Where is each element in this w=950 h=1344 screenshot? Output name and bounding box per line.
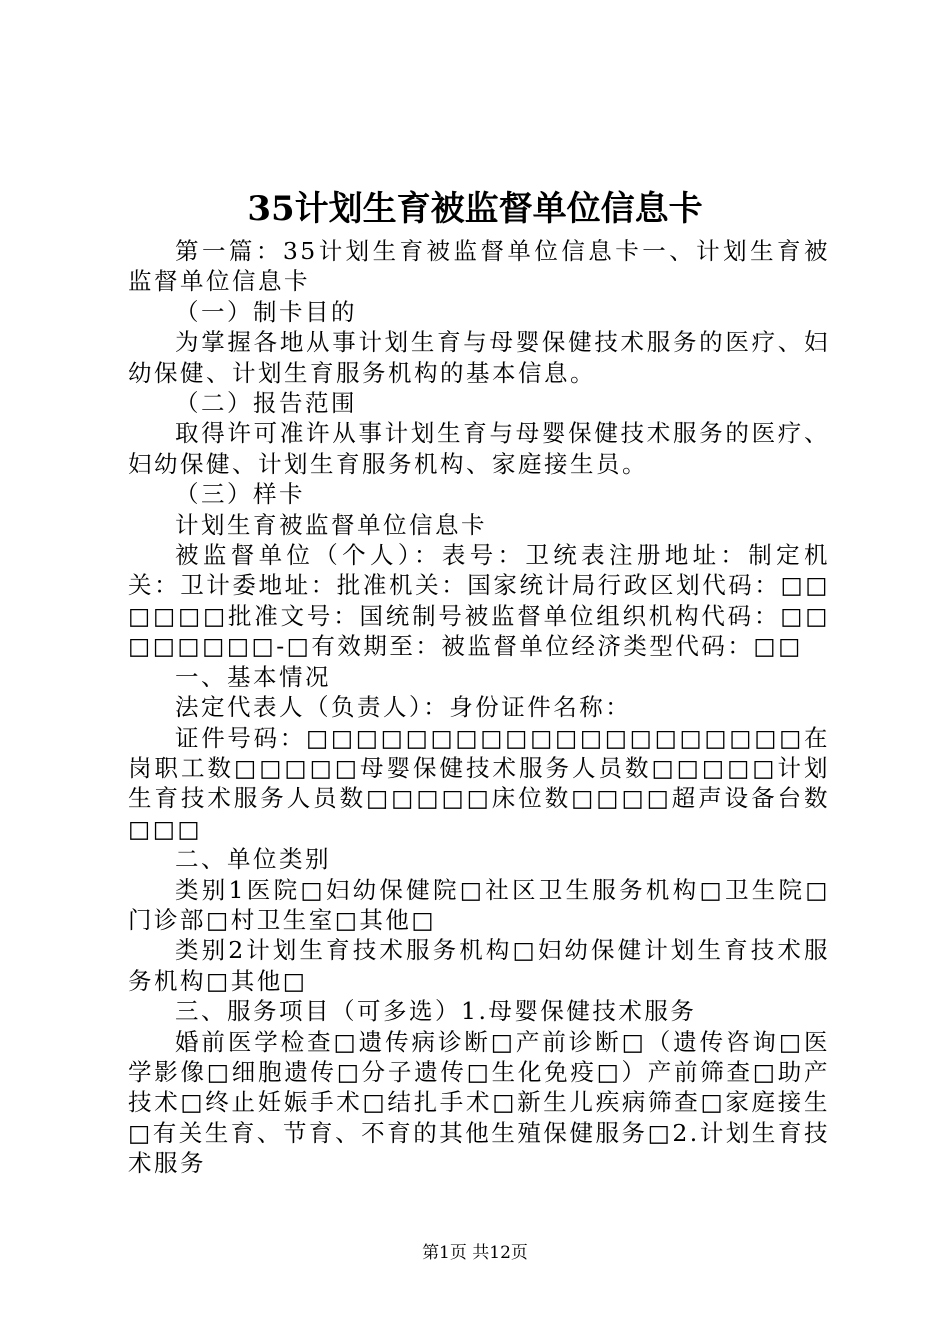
paragraph-card-header: 被监督单位（个人）：表号：卫统表注册地址：制定机关：卫计委地址：批准机关：国家统计局行政区划代码：□□□□□□批准文号：国统制号被监督单位组织机构代码：□□□□□□□□-□有效期至：被监督单位经济类型代码：□□ (128, 541, 830, 661)
card-title: 计划生育被监督单位信息卡 (175, 510, 487, 539)
document-body (128, 236, 830, 1179)
paragraph-legal-rep: 法定代表人（负责人）：身份证件名称： (175, 693, 632, 722)
heading-service-items: 三、服务项目（可多选）1.母婴保健技术服务 (175, 997, 697, 1026)
paragraph-purpose: 为掌握各地从事计划生育与母婴保健技术服务的医疗、妇幼保健、计划生育服务机构的基本信息。 (128, 328, 830, 387)
paragraph-intro: 第一篇：35计划生育被监督单位信息卡一、计划生育被监督单位信息卡 (128, 237, 830, 296)
paragraph-id-number: 证件号码：□□□□□□□□□□□□□□□□□□□□在岗职工数□□□□□母婴保健技术服务人员数□□□□□计划生育技术服务人员数□□□□□床位数□□□□超声设备台数□□□ (128, 723, 830, 843)
paragraph-category-2: 类别2计划生育技术服务机构□妇幼保健计划生育技术服务机构□其他□ (128, 936, 830, 995)
paragraph-service-list: 婚前医学检查□遗传病诊断□产前诊断□（遗传咨询□医学影像□细胞遗传□分子遗传□生化免疫□）产前筛查□助产技术□终止妊娠手术□结扎手术□新生儿疾病筛查□家庭接生□有关生育、节育、不育的其他生殖保健服务□2.计划生育技术服务 (128, 1027, 830, 1178)
paragraph-scope: 取得许可准许从事计划生育与母婴保健技术服务的医疗、妇幼保健、计划生育服务机构、家庭接生员。 (128, 419, 830, 478)
page-footer: 第1页 共12页 (422, 1243, 528, 1263)
paragraph-category-1: 类别1医院□妇幼保健院□社区卫生服务机构□卫生院□门诊部□村卫生室□其他□ (128, 875, 830, 934)
heading-purpose: （一）制卡目的 (175, 297, 357, 326)
document-title: 35计划生育被监督单位信息卡 (247, 189, 703, 229)
heading-sample-card: （三）样卡 (175, 480, 305, 509)
heading-unit-category: 二、单位类别 (175, 845, 331, 874)
heading-scope: （二）报告范围 (175, 389, 357, 418)
heading-basic-info: 一、基本情况 (175, 662, 331, 691)
